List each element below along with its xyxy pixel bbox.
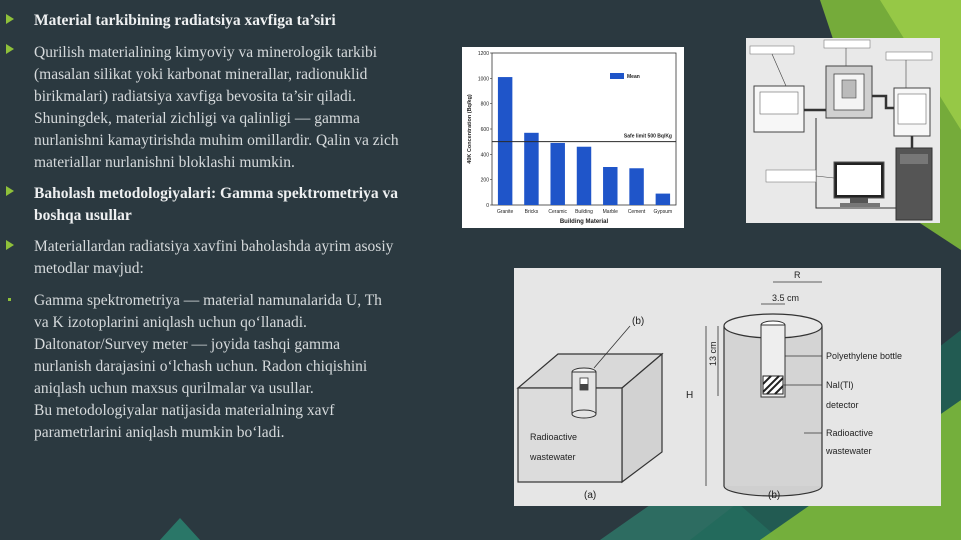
text-line: Baholash metodologiyalari: Gamma spektrometriya va (34, 185, 398, 202)
bullet-icon (6, 14, 14, 24)
detector-label-2: detector (826, 400, 859, 410)
wastewater-label-2: wastewater (826, 446, 872, 456)
text-line: metodlar mavjud: (34, 260, 144, 277)
bar-bricks (524, 133, 538, 205)
dim-R: R (794, 270, 801, 280)
paragraph-composition (34, 42, 399, 174)
text-line: nurlanish darajasini o‘lchash uchun. Radon chiqishini (34, 358, 368, 375)
bar-gypsum (656, 194, 670, 205)
setup-figure (746, 38, 940, 223)
paragraph-methods-intro (34, 236, 393, 280)
y-tick-label: 0 (486, 203, 489, 209)
text-line: Shuningdek, material zichligi va qalinligi — gamma (34, 110, 360, 127)
text-line: Gamma spektrometriya — material namunalarida U, Th (34, 292, 382, 309)
legend-label: Mean (627, 74, 640, 80)
text-line: Daltonator/Survey meter — joyida tashqi gamma (34, 336, 341, 353)
text-line: nurlanishni kamaytirishda muhim omillardir. Qalin va zich (34, 132, 399, 149)
bullet-icon (6, 240, 14, 250)
x-tick-label: Building (575, 209, 593, 215)
y-tick-label: 1200 (477, 51, 489, 57)
heading-material-composition: Material tarkibining radiatsiya xavfiga ta’siri (34, 12, 336, 29)
text-line: Qurilish materialining kimyoviy va minerologik tarkibi (34, 44, 378, 61)
x-tick-label: Gypsum (653, 209, 673, 215)
label-a: (a) (584, 490, 597, 501)
text-line: aniqlash uchun maxsus qurilmalar va usullar. (34, 380, 314, 397)
bullet-icon (6, 186, 14, 196)
bar-granite (498, 77, 512, 205)
label-b-top: (b) (632, 316, 645, 327)
safe-limit-label: Safe limit 500 Bq/Kg (623, 133, 672, 140)
setup-figure-panel (746, 38, 940, 223)
label-b: (b) (768, 490, 781, 501)
detector-diagram-panel (514, 268, 941, 506)
text-line: birikmalari) radiatsiya xavfiga bevosita ta’sir qiladi. (34, 88, 356, 105)
heading-methodologies (34, 183, 398, 227)
y-axis-label: 40K Concentration (Bq/kg) (467, 94, 473, 164)
radioactive-text-a1: Radioactive (530, 432, 578, 442)
dim-13cm: 13 cm (708, 341, 718, 366)
legend-swatch (610, 73, 624, 79)
text-line: Bu metodologiyalar natijasida materialning xavf (34, 402, 335, 419)
text-line: boshqa usullar (34, 207, 132, 224)
bar-building (577, 147, 591, 205)
y-tick-label: 200 (480, 177, 489, 184)
bar-chart (462, 47, 684, 228)
x-axis-label: Building Material (559, 219, 609, 225)
y-tick-label: 800 (480, 101, 489, 108)
radioactive-text-a2: wastewater (530, 452, 576, 462)
bar-ceramic (550, 143, 564, 205)
bar-marble (603, 167, 617, 205)
y-tick-label: 400 (480, 152, 489, 159)
detector-diagram (514, 268, 941, 506)
text-line: materiallar nurlanishni bloklashi mumkin. (34, 154, 295, 171)
x-tick-label: Bricks (524, 209, 539, 215)
bullet-icon (6, 44, 14, 54)
text-line: parametrlarini aniqlash mumkin bo‘ladi. (34, 424, 285, 441)
dim-H: H (686, 390, 694, 401)
bullet-dot-icon (8, 298, 11, 301)
text-line: Materiallardan radiatsiya xavfini baholashda ayrim asosiy (34, 238, 394, 255)
x-tick-label: Marble (602, 209, 618, 215)
bar-chart-panel (462, 47, 684, 228)
y-tick-label: 1000 (477, 76, 489, 83)
text-line: (masalan silikat yoki karbonat minerallar, radionuklid (34, 66, 368, 83)
paragraph-gamma-methods (34, 290, 382, 444)
wastewater-label-1: Radioactive (826, 428, 874, 438)
bottle-label: Polyethylene bottle (826, 351, 903, 361)
x-tick-label: Granite (496, 209, 514, 215)
bar-cement (629, 168, 643, 205)
y-tick-label: 600 (480, 127, 489, 133)
dim-3-5cm: 3.5 cm (772, 293, 800, 303)
x-tick-label: Cement (627, 209, 646, 215)
text-line: va K izotoplarini aniqlash uchun qo‘llanadi. (34, 314, 307, 331)
detector-label-1: NaI(Tl) (826, 380, 854, 390)
x-tick-label: Ceramic (548, 209, 568, 215)
